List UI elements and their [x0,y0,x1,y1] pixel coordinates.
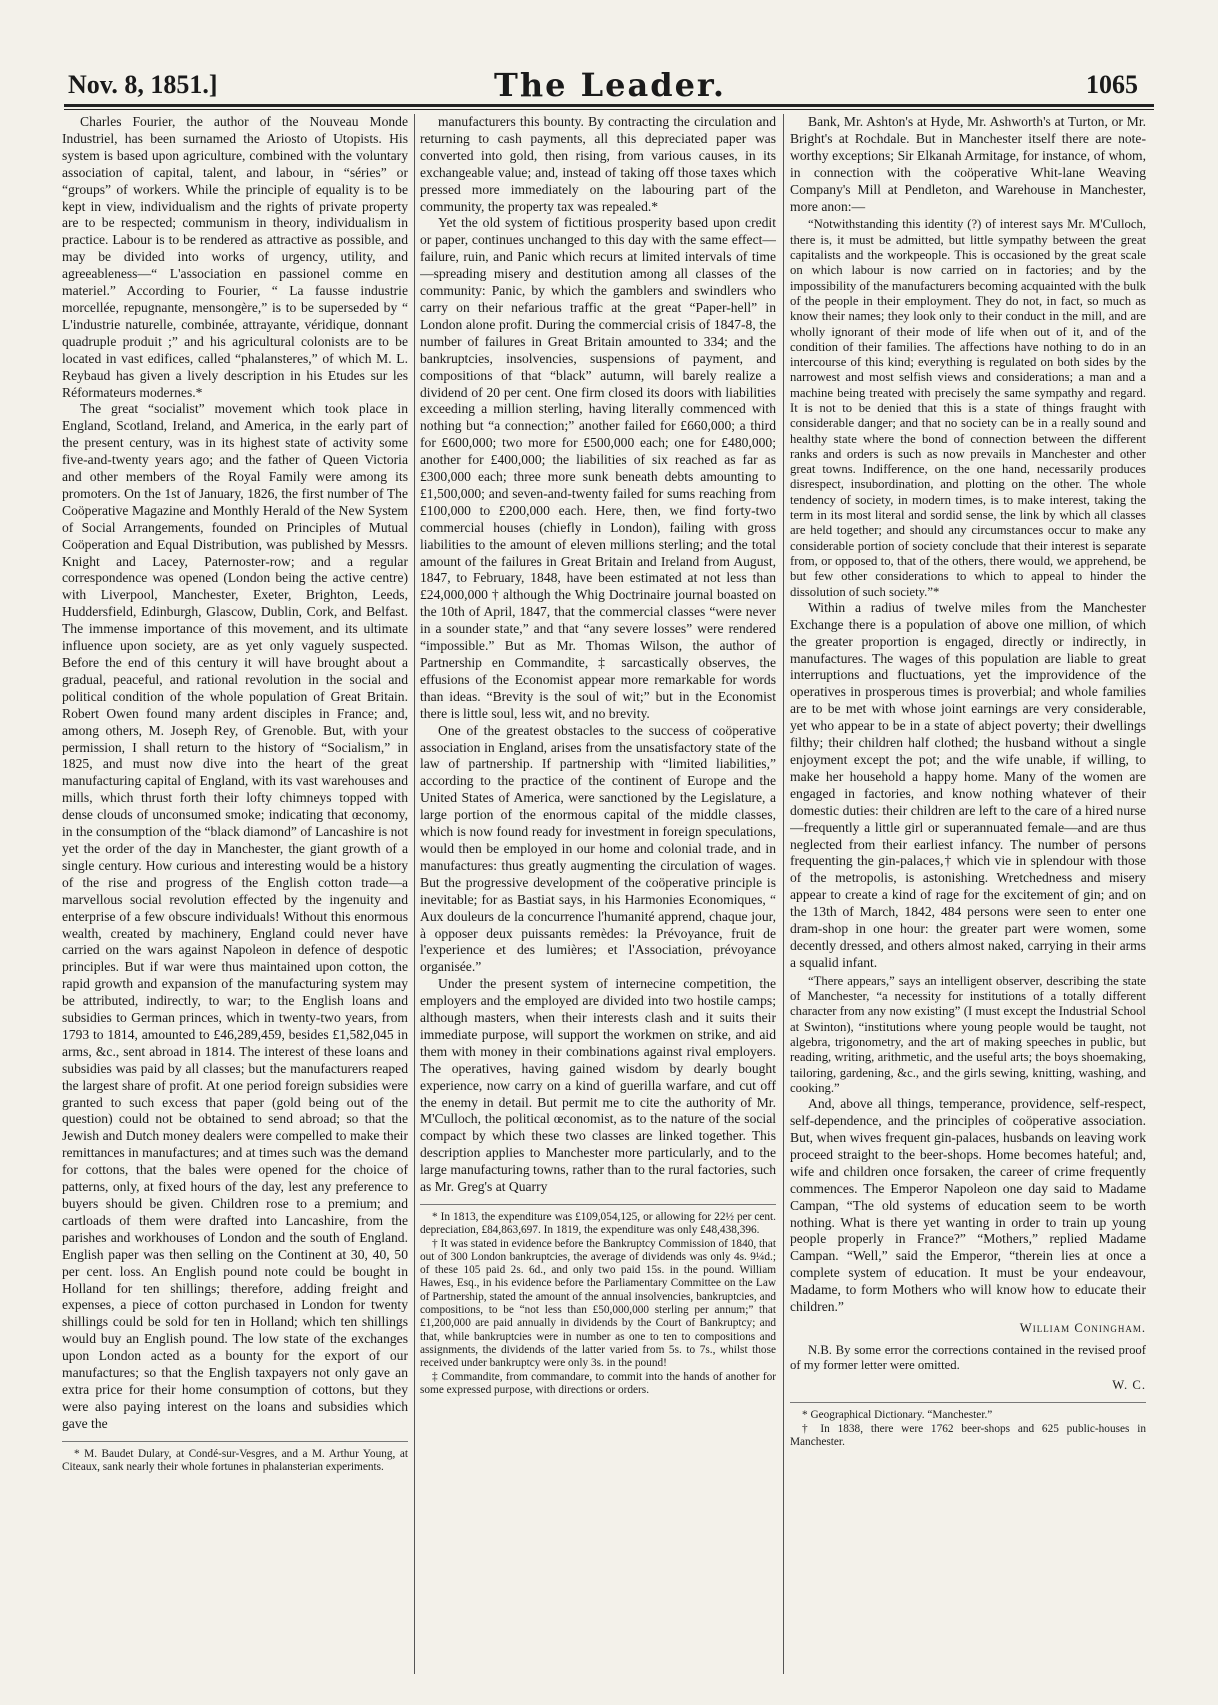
column-divider [783,114,784,1674]
paragraph: manufacturers this bounty. By contracting the circulation and returning to cash payments, all this depreciated paper was converted into gold, then rising, from various causes, in its exchangeable value; and, instead of taking off those taxes which pressed more immediately on the labouring part of the community, the property tax was repealed.* [420,114,776,214]
nota-bene: N.B. By some error the corrections contained in the revised proof of my former letter were omitted. [790,1342,1146,1373]
header-rule-thin [64,109,1154,110]
column-2 [420,114,776,1679]
author-signature: William Coningham. [1019,1320,1146,1335]
paragraph: Yet the old system of fictitious prosperity based upon credit or paper, continues unchanged to this day with the same effect—failure, ruin, and Panic which recurs at limited intervals of time—spreading misery and destitution among all classes of the community: Panic, by which the gamblers and swindlers who carry on their nefarious traffic at the great “Paper-hell” in London alone profit. During the commercial crisis of 1847-8, the number of failures in Great Britain amounted to 334; and the bankruptcies, insolvencies, suspensions of payment, and compositions of that “black” autumn, will barely realize a dividend of 20 per cent. One firm closed its doors with liabilities exceeding a million sterling, having literally commenced with nothing but “a connection;” another failed for £660,000; a third for £600,000; two more for £500,000 each; one for £480,000; another for £400,000; the liabilities of six reached as far as £300,000 each; three more sunk beneath debts amounting to £1,500,000; and seven-and-twenty failed for sums reaching from £100,000 to £200,000 each. Here, then, we find forty-two commercial houses (chiefly in London), failing with gross liabilities to the amount of eleven millions sterling; and the total amount of the failures in Great Britain and Ireland from August, 1847, to February, 1848, have been estimated at not less than £24,000,000 † although the Whig Doctrinaire journal boasted on the 10th of April, 1847, that the commercial classes “were never in a sounder state,” and that “any severe losses” were rendered “impossible.” But as Mr. Thomas Wilson, the author of Partnership en Commandite, ‡ sarcastically observes, the effusions of the Economist appear more remarkable for words than ideas. “Brevity is the soul of wit;” but in the Economist there is little soul, less wit, and no brevity. [420,215,776,721]
footnote: * M. Baudet Dulary, at Condé-sur-Vesgres, and a M. Arthur Young, at Citeaux, sank nearly their whole fortunes in phalansterian experiments. [62,1447,408,1473]
column-divider [414,114,415,1674]
footnotes [62,1441,408,1475]
masthead-title: The Leader. [494,66,726,104]
footnote: ‡ Commandite, from commandare, to commit into the hands of another for some expressed purpose, with directions or orders. [420,1370,776,1396]
paragraph: Under the present system of internecine competition, the employers and the employed are divided into two hostile camps; although masters, when their interests clash and it suits their immediate purpose, will support the workmen on strike, and aid them with money in their combinations against rival employers. The operatives, having gained wisdom by dearly bought experience, now carry on a kind of guerilla warfare, and cut off the enemy in detail. But permit me to cite the authority of Mr. M'Culloch, the political œconomist, as to the nature of the social compact by which these two classes are linked together. This description applies to Manchester more particularly, and to the large manufacturing towns, rather than to the rural factories, such as Mr. Greg's at Quarry [420,976,776,1195]
footnote: † In 1838, there were 1762 beer-shops and 625 public-houses in Manchester. [790,1422,1146,1448]
paragraph: The great “socialist” movement which took place in England, Scotland, Ireland, and America, in the early part of the present century, was in its highest state of activity some five-and-twenty years ago; and the father of Queen Victoria and other members of the Royal Family were among its promoters. On the 1st of January, 1826, the first number of The Coöperative Magazine and Monthly Herald of the New System of Social Arrangements, founded on Principles of Mutual Coöperation and Equal Distribution, was published by Messrs. Knight and Lacey, Paternoster-row; and a regular correspondence was opened (London being the active centre) with Liverpool, Manchester, Exeter, Brighton, Leeds, Huddersfield, Edinburgh, Glascow, Dublin, Cork, and Belfast. The immense importance of this movement, and its ultimate influence upon society, are as yet only vaguely suspected. Before the end of this century it will have brought about a gradual, peaceful, and rational revolution in the social and political condition of the whole population of Great Britain. Robert Owen found many ardent disciples in France; and, among others, M. Joseph Rey, of Grenoble. But, with your permission, I shall return to the history of “Socialism,” in 1825, and must now dive into the heart of the great manufacturing capital of England, with its vast warehouses and mills, which thrust forth their lofty chimneys topped with dense clouds of unconsumed smoke; indicating that œconomy, in the consumption of the “black diamond” of Lancashire is not yet the order of the day in Manchester, the giant growth of a single century. How curious and interesting would be a history of the rise and progress of the English cotton trade—a marvellous social revolution effected by the ingenuity and enterprise of a few obscure individuals! Without this enormous wealth, created by machinery, England could never have carried on the wars against Napoleon in defence of despotic principles. But if war were thus maintained upon cotton, the rapid growth and expansion of the manufacturing system may be attributed, indirectly, to war; to the English loans and subsidies to German princes, which in twenty-two years, from 1793 to 1814, amounted to £46,289,459, besides £1,582,045 in arms, &c., sent abroad in 1814. The interest of these loans and subsidies was paid by all classes; but the manufacturers reaped the largest share of profit. At one period foreign subsidies were granted to such excess that paper (gold being out of the question) could not be obtained to send abroad; so that the Jewish and Dutch money dealers were compelled to make their remittances in manufactures; and at times such was the demand for cottons, that the bales were opened for the choice of patterns, only, at fixed hours of the day, lest any preference to buyers should be given. Children rose to a premium; and cartloads of them were drafted into Lancashire, from the parishes and workhouses of London and the south of England. English paper was then selling on the Continent at 30, 40, 50 per cent. loss. An English pound note could be bought in Holland for ten shillings; therefore, adding freight and expenses, a piece of cotton purchased in London for twenty shillings could be sold for ten in Holland; which ten shillings would buy an English pound. The low state of the exchanges upon London acted as a bounty for the export of our manufactures; so that the English taxpayers not only gave an extra price for their home consumption of cottons, but they were also paying interest on the loans and subsidies which gave the [62,401,408,1431]
footnotes [790,1402,1146,1449]
block-quote: “Notwithstanding this identity (?) of interest says Mr. M'Culloch, there is, it must be admitted, but little sympathy between the great capitalists and the workpeople. This is occasioned by the great scale on which labour is now carried on in factories; and by the impossibility of the manufacturers becoming acquainted with the bulk of the people in their employment. They do not, in fact, so much as know their names; they look only to their conduct in the mill, and are wholly ignorant of their mode of life when out of it, and of the condition of their families. The affections have nothing to do in an intercourse of this kind; everything is regulated on both sides by the narrowest and most selfish views and considerations; a man and a machine being treated with precisely the same sympathy and regard. It is not to be denied that this is a state of things fraught with considerable danger; and that no society can be in a really sound and healthy state where the bond of connection between the different ranks and orders is such as now prevails in Manchester and other great towns. Indifference, on the one hand, necessarily produces disrespect, insubordination, and plotting on the other. The whole tendency of society, in modern times, is to make interest, taking the term in its most literal and sordid sense, the link by which all classes are held together; and should any circumstances occur to make any considerable portion of society conclude that their interest is separate from, or opposed to, that of the others, there would, we apprehend, be but few other considerations to which to appeal to hinder the dissolution of such society.”* [790,217,1146,599]
footnote: * In 1813, the expenditure was £109,054,125, or allowing for 22½ per cent. depreciation, £84,863,697. In 1819, the expenditure was only £48,438,396. [420,1211,776,1237]
paragraph: Within a radius of twelve miles from the Manchester Exchange there is a population of above one million, of which the greater proportion is engaged, directly or indirectly, in manufactures. The wages of this population are liable to great interruptions and fluctuations, yet the improvidence of the operatives in prosperous times is proverbial; and whole families are to be met with whose joint earnings are very considerable, yet who appear to be in a state of abject poverty; their dwellings filthy; their children half clothed; the husband without a single enjoyment except the pot; and the wife unable, if willing, to make her household a happy home. Many of the women are engaged in factories, and know nothing whatever of their domestic duties: their children are left to the care of a hired nurse—frequently a little girl or superannuated female—and are thus neglected from their earliest infancy. The number of persons frequenting the gin-palaces,† which vie in splendour with those of the metropolis, is astonishing. Wretchedness and misery appear to create a kind of rage for the excitement of gin; and on the 13th of March, 1842, 484 persons were seen to enter one dram-shop in one hour: the greater part were women, some decently dressed, and others almost naked, carrying in their arms a squalid infant. [790,599,1146,970]
header-rule [64,104,1154,107]
paragraph: Bank, Mr. Ashton's at Hyde, Mr. Ashworth's at Turton, or Mr. Bright's at Rochdale. But in Manchester itself there are note-worthy exceptions; Sir Elkanah Armitage, for instance, of whom, in connection with the coöperative Whit-lane Weaving Company's Mill at Pendleton, and Warehouse in Manchester, more anon:— [790,114,1146,214]
page-number: 1065 [1086,70,1138,99]
paragraph: One of the greatest obstacles to the success of coöperative association in England, arises from the unsatisfactory state of the law of partnership. If partnership with “limited liabilities,” according to the practice of the continent of Europe and the United States of America, were sanctioned by the Legislature, a large portion of the enormous capital of the middle classes, which is now found ready for investment in foreign speculations, would then be employed in our home and colonial trade, and in manufactures: thus greatly augmenting the circulation of wages. But the progressive development of the coöperative principle is inevitable; for as Bastiat says, in his Harmonies Economiques, “ Aux douleurs de la concurrence l'humanité apprend, chaque jour, à opposer deux puissants remèdes: la Prévoyance, fruit de l'experience et des lumières; et l'Association, prévoyance organisée.” [420,722,776,975]
block-quote: “There appears,” says an intelligent observer, describing the state of Manchester, “a necessity for institutions of a totally different character from any now existing” (I must except the Industrial School at Swinton), “institutions where young people would be taught, not algebra, trigonometry, and the art of making speeches in public, but reading, writing, arithmetic, and the useful arts; the boys shoemaking, tailoring, gardening, &c., and the girls sewing, knitting, washing, and cooking.” [790,973,1146,1095]
issue-date: Nov. 8, 1851.] [68,70,218,99]
page-header [60,66,1160,106]
column-1 [62,114,408,1679]
footnotes [420,1204,776,1397]
paragraph: Charles Fourier, the author of the Nouveau Monde Industriel, has been surnamed the Ariosto of Utopists. His system is based upon agriculture, combined with the voluntary association of capital, talent, and labour, in “séries” or “groups” of workers. While the principle of equality is to be kept in view, individualism and the rights of private property are to be respected; communism in theory, individualism in practice. Labour is to be rendered as attractive as possible, and may be divided into works of urgency, utility, and agreeableness—“ L'association en passionel comme en materiel.” According to Fourier, “ La fausse industrie morcellée, repugnante, mensongère,” is to be superseded by “ L'industrie naturelle, combinée, attrayante, véridique, donnant quadruple produit ;” and his agricultural colonists are to be located in vast edifices, called “phalansteres,” of which M. L. Reybaud has given a lively description in his Etudes sur les Réformateurs modernes.* [62,114,408,400]
footnote: * Geographical Dictionary. “Manchester.” [802,1409,993,1422]
column-3 [790,114,1146,1679]
footnote: † It was stated in evidence before the Bankruptcy Commission of 1840, that out of 300 London bankruptcies, the average of dividends was only 4s. 9¼d.; of these 105 paid 2s. 6d., and only two paid 15s. in the pound. William Hawes, Esq., in his evidence before the Parliamentary Committee on the Law of Partnership, stated the amount of the annual insolvencies, bankruptcies, and compositions, to be “not less than £50,000,000 sterling per annum;” that £1,200,000 are paid annually in dividends by the Court of Bankruptcy; and that, while bankruptcies were in number as one to ten to compositions and assignments, the dividends of the latter varied from 5s. to 7s., whilst those received under bankruptcy were only 3s. in the pound! [420,1237,776,1370]
paragraph: And, above all things, temperance, providence, self-respect, self-dependence, and the principles of coöperative association. But, when wives frequent gin-palaces, husbands on leaving work proceed straight to the beer-shops. Home becomes hateful; and, wife and children once forsaken, the career of crime frequently commences. The Emperor Napoleon one day said to Madame Campan, “The old systems of education seem to be worth nothing. What is there yet wanting in order to train up young people properly in France?” “Mothers,” replied Madame Campan. “Well,” said the Emperor, “therein lies at once a complete system of education. It must be your endeavour, Madame, to form Mothers who will know how to educate their children.” [790,1096,1146,1315]
nb-initials: W. C. [1112,1378,1146,1393]
